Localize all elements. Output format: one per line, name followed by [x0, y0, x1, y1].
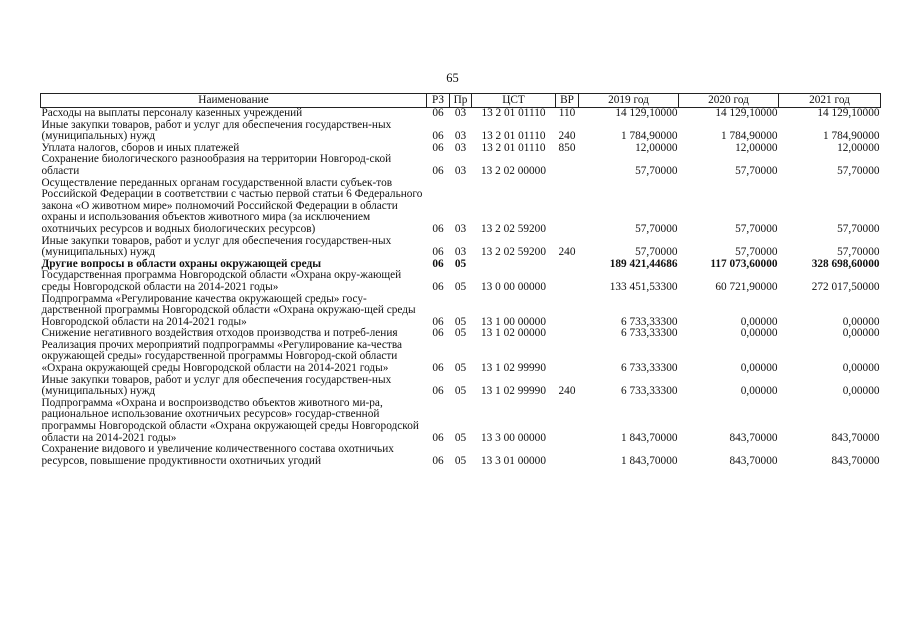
table-row: [41, 154, 881, 177]
row-2020: 0,00000: [740, 385, 778, 398]
row-rz: 06: [432, 246, 444, 259]
row-name: Иные закупки товаров, работ и услуг для обеспечения государствен-ных (муниципальных) нужд: [41, 373, 392, 398]
table-row: [41, 108, 881, 120]
row-2019: 57,70000: [635, 222, 678, 235]
row-2021: 843,70000: [831, 454, 880, 467]
row-2020: 57,70000: [735, 164, 778, 177]
row-2021: 843,70000: [831, 431, 880, 444]
row-2020: 843,70000: [729, 454, 778, 467]
row-vr: 850: [558, 141, 576, 154]
row-name: Другие вопросы в области охраны окружающей среды: [41, 257, 322, 270]
row-2020: 12,00000: [735, 141, 778, 154]
row-2019: 57,70000: [635, 246, 678, 259]
row-2021: 0,00000: [842, 315, 880, 328]
row-rz: 06: [432, 315, 444, 328]
page-number: 65: [446, 71, 459, 85]
row-pr: 03: [454, 222, 467, 235]
row-pr: 05: [454, 327, 467, 340]
row-2021: 57,70000: [837, 164, 880, 177]
row-2021: 1 784,90000: [823, 130, 880, 143]
row-rz: 06: [432, 141, 444, 154]
row-2021: 328 698,60000: [811, 257, 880, 270]
budget-table: [40, 93, 881, 467]
row-name: Иные закупки товаров, работ и услуг для обеспечения государствен-ных (муниципальных) нужд: [41, 118, 392, 143]
row-rz: 06: [432, 280, 444, 293]
table-row: [41, 178, 881, 236]
row-2019: 189 421,44686: [609, 257, 678, 270]
row-2021: 12,00000: [837, 141, 880, 154]
row-name: Снижение негативного воздействия отходов производства и потреб-ления: [41, 327, 398, 340]
row-2019: 6 733,33300: [621, 362, 678, 375]
header-2021: 2021 год: [779, 94, 881, 108]
table-row: [41, 270, 881, 293]
row-vr: 110: [558, 107, 576, 119]
row-vr: 240: [558, 130, 576, 143]
table-row: [41, 444, 881, 467]
row-vr: 240: [558, 385, 576, 398]
row-rz: 06: [432, 222, 444, 235]
row-vr: [556, 154, 579, 177]
header-name: Наименование: [41, 94, 427, 108]
row-pr: 03: [454, 130, 467, 143]
row-name: Сохранение биологического разнообразия на территории Новгород-ской области: [41, 153, 392, 177]
row-cst: 13 2 01 01110: [481, 107, 546, 119]
row-2019: 57,70000: [635, 164, 678, 177]
row-2021: 14 129,10000: [817, 107, 880, 119]
row-2020: 14 129,10000: [715, 107, 778, 119]
row-pr: 03: [454, 164, 467, 177]
row-name: Расходы на выплаты персоналу казенных учреждений: [41, 107, 303, 119]
row-2021: 0,00000: [842, 385, 880, 398]
row-vr: [556, 294, 579, 329]
row-name: Сохранение видового и увеличение количественного состава охотничьих ресурсов, повышение продуктивности охотничьих угодий: [41, 443, 394, 467]
row-cst: 13 2 01 01110: [481, 130, 546, 143]
row-pr: 05: [454, 257, 467, 270]
row-rz: 06: [432, 130, 444, 143]
row-2019: 14 129,10000: [615, 107, 678, 119]
row-name: Подпрограмма «Охрана и воспроизводство объектов животного ми-ра, рациональное использование охотничьих ресурсов» государ-ственной программы Новгородской области «Охрана окружающей среды Новгородской области на 2014-2021 годы»: [41, 396, 419, 444]
row-cst: 13 2 02 00000: [481, 164, 546, 177]
row-cst: [472, 259, 556, 271]
row-rz: 06: [432, 385, 444, 398]
row-cst: 13 2 02 59200: [481, 246, 546, 259]
row-cst: 13 1 02 99990: [481, 385, 546, 398]
row-cst: 13 1 02 00000: [481, 327, 546, 340]
row-2020: 843,70000: [729, 431, 778, 444]
row-2019: 1 843,70000: [621, 431, 678, 444]
row-2021: 0,00000: [842, 362, 880, 375]
row-2021: 57,70000: [837, 246, 880, 259]
row-rz: 06: [432, 107, 444, 119]
table-row: [41, 120, 881, 143]
row-pr: 05: [454, 431, 467, 444]
row-pr: 05: [454, 362, 467, 375]
row-2020: 57,70000: [735, 222, 778, 235]
row-2021: 272 017,50000: [811, 280, 880, 293]
header-pr: Пр: [450, 94, 472, 108]
header-2019: 2019 год: [579, 94, 679, 108]
header-cst: ЦСТ: [472, 94, 556, 108]
row-vr: [556, 270, 579, 293]
row-vr: [556, 340, 579, 375]
row-vr: [556, 398, 579, 444]
table-row: [41, 294, 881, 329]
row-pr: 03: [454, 141, 467, 154]
row-2020: 1 784,90000: [721, 130, 778, 143]
row-2019: 6 733,33300: [621, 315, 678, 328]
row-vr: [556, 328, 579, 340]
table-body: [41, 108, 881, 468]
row-name: Осуществление переданных органам государственной власти субъек-тов Российской Федерации в соответствии с частью первой статьи 6 Федерального закона «О животном мире» полномочий Российской Федерации в области охраны и использования объектов животного мира (за исключением охотничьих ресурсов и водных биологических ресурсов): [41, 176, 423, 235]
row-rz: 06: [432, 431, 444, 444]
row-name: Подпрограмма «Регулирование качества окружающей среды» госу-дарственной программы Новгородской области «Охрана окружаю-щей среды Новгородской области на 2014-2021 годы»: [41, 292, 416, 328]
row-2019: 1 784,90000: [621, 130, 678, 143]
row-vr: [556, 259, 579, 271]
row-2020: 0,00000: [740, 362, 778, 375]
row-pr: 03: [454, 246, 467, 259]
row-rz: 06: [432, 362, 444, 375]
row-rz: 06: [432, 327, 444, 340]
row-cst: 13 2 02 59200: [481, 222, 546, 235]
table-row: [41, 236, 881, 259]
table-row: [41, 340, 881, 375]
row-2021: 0,00000: [842, 327, 880, 340]
row-2021: 57,70000: [837, 222, 880, 235]
row-pr: 03: [454, 107, 467, 119]
header-rz: РЗ: [427, 94, 450, 108]
row-pr: 05: [454, 454, 467, 467]
row-2019: 133 451,53300: [609, 280, 678, 293]
row-vr: [556, 178, 579, 236]
table-header: [41, 94, 881, 108]
row-name: Уплата налогов, сборов и иных платежей: [41, 141, 240, 154]
row-2019: 12,00000: [635, 141, 678, 154]
row-2020: 60 721,90000: [715, 280, 778, 293]
row-2020: 57,70000: [735, 246, 778, 259]
row-cst: 13 1 00 00000: [481, 315, 546, 328]
row-2020: 117 073,60000: [710, 257, 778, 270]
row-2020: 0,00000: [740, 327, 778, 340]
row-vr: 240: [558, 246, 576, 259]
row-2019: 6 733,33300: [621, 385, 678, 398]
row-cst: 13 3 01 00000: [481, 454, 546, 467]
row-rz: 06: [432, 164, 444, 177]
row-cst: 13 0 00 00000: [481, 280, 546, 293]
table-row: [41, 375, 881, 398]
row-2020: 0,00000: [740, 315, 778, 328]
row-vr: [556, 444, 579, 467]
row-cst: 13 3 00 00000: [481, 431, 546, 444]
row-2019: 6 733,33300: [621, 327, 678, 340]
row-cst: 13 2 01 01110: [481, 141, 546, 154]
row-rz: 06: [432, 454, 444, 467]
row-pr: 05: [454, 315, 467, 328]
table-row: [41, 398, 881, 444]
row-pr: 05: [454, 385, 467, 398]
header-vr: ВР: [556, 94, 579, 108]
row-name: Реализация прочих мероприятий подпрограммы «Регулирование ка-чества окружающей среды» государственной программы Новгород-ской области «Охрана окружающей среды Новгородской области на 2014-2021 годы»: [41, 338, 403, 375]
row-name: Иные закупки товаров, работ и услуг для обеспечения государствен-ных (муниципальных) нужд: [41, 234, 392, 259]
row-name: Государственная программа Новгородской области «Охрана окру-жающей среды Новгородской области на 2014-2021 годы»: [41, 269, 402, 293]
row-cst: 13 1 02 99990: [481, 362, 546, 375]
row-2019: 1 843,70000: [621, 454, 678, 467]
row-pr: 05: [454, 280, 467, 293]
header-2020: 2020 год: [679, 94, 779, 108]
row-rz: 06: [432, 257, 444, 270]
